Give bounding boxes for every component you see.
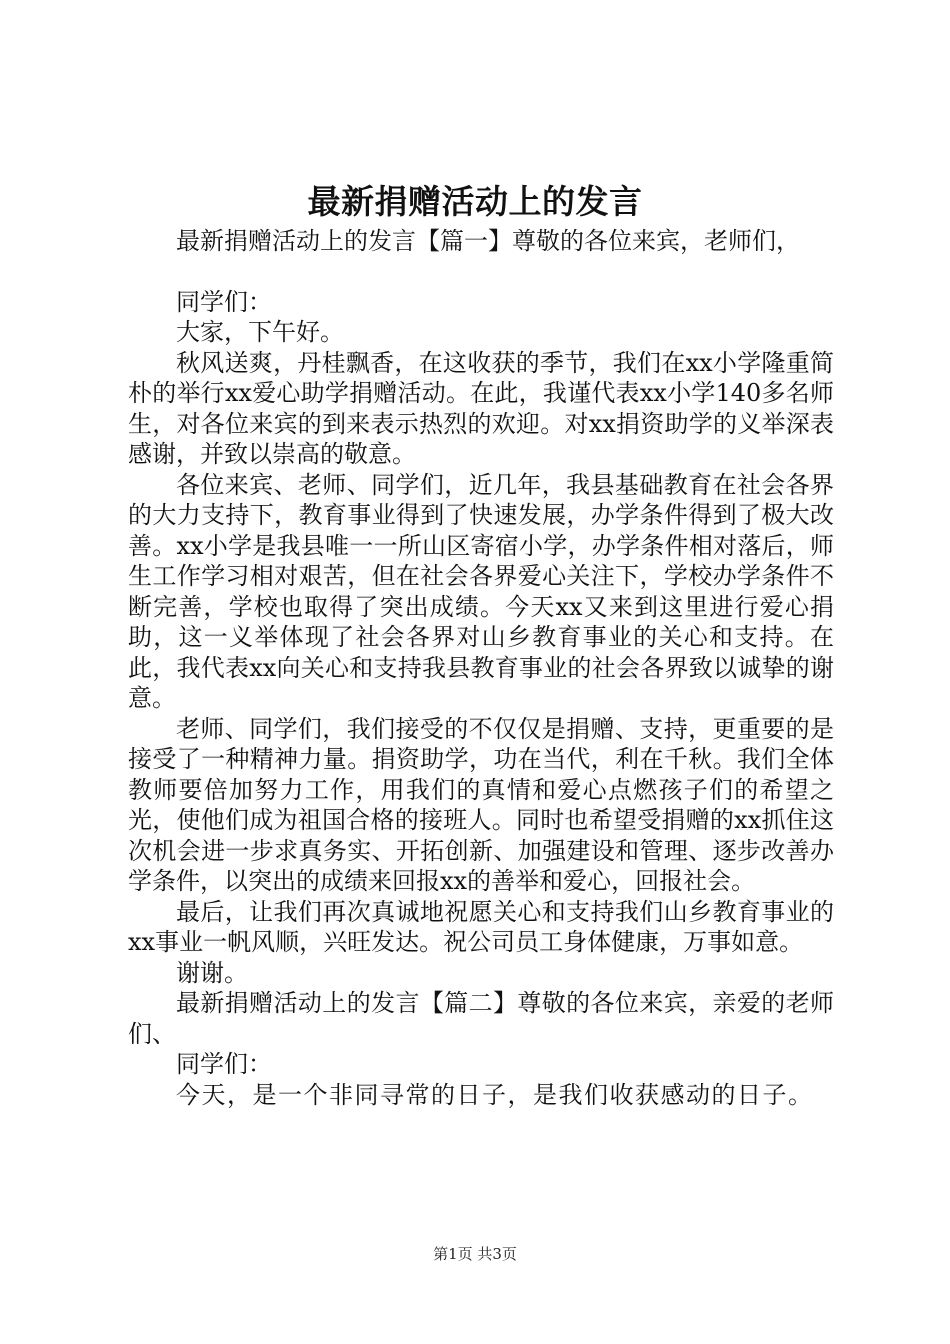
document-title: 最新捐赠活动上的发言 — [307, 182, 643, 221]
paragraph-part-two-greeting: 最新捐赠活动上的发言【篇二】尊敬的各位来宾，亲爱的老师们、 — [128, 989, 834, 1048]
paragraph-opening-greeting: 最新捐赠活动上的发言【篇一】尊敬的各位来宾，老师们， — [176, 227, 800, 255]
paragraph-good-afternoon: 大家，下午好。 — [176, 318, 344, 346]
paragraph-spiritual-strength: 老师、同学们，我们接受的不仅仅是捐赠、支持，更重要的是接受了一种精神力量。捐资助学，功在当代，利在千秋。我们全体教师要倍加努力工作，用我们的真情和爱心点燃孩子们的希望之光，使他们成为祖国合格的接班人。同时也希望受捐赠的xx抓住这次机会进一步求真务实、开拓创新、加强建设和管理、逐步改善办学条件，以突出的成绩来回报xx的善举和爱心，回报社会。 — [128, 714, 834, 895]
page-indicator: 第1页 共3页 — [433, 1245, 517, 1263]
paragraph-closing-wishes: 最后，让我们再次真诚地祝愿关心和支持我们山乡教育事业的xx事业一帆风顺，兴旺发达。祝公司员工身体健康，万事如意。 — [128, 897, 834, 956]
paragraph-thanks: 谢谢。 — [176, 958, 248, 987]
paragraph-education-development: 各位来宾、老师、同学们，近几年，我县基础教育在社会各界的大力支持下，教育事业得到了快速发展，办学条件得到了极大改善。xx小学是我县唯一一所山区寄宿小学，办学条件相对落后，师生工作学习相对艰苦，但在社会各界爱心关注下，学校办学条件不断完善，学校也取得了突出成绩。今天xx又来到这里进行爱心捐助，这一义举体现了社会各界对山乡教育事业的关心和支持。在此，我代表xx向关心和支持我县教育事业的社会各界致以诚挚的谢意。 — [128, 470, 834, 712]
document-body — [128, 226, 834, 1110]
paragraph-part-two-salutation: 同学们： — [176, 1050, 272, 1078]
paragraph-welcome: 秋风送爽，丹桂飘香，在这收获的季节，我们在xx小学隆重简朴的举行xx爱心助学捐赠活动。在此，我谨代表xx小学140多名师生，对各位来宾的到来表示热烈的欢迎。对xx捐资助学的义举深表感谢，并致以崇高的敬意。 — [128, 348, 834, 468]
paragraph-salutation: 同学们： — [176, 287, 272, 316]
paragraph-part-two-opening: 今天，是一个非同寻常的日子，是我们收获感动的日子。 — [176, 1080, 814, 1109]
